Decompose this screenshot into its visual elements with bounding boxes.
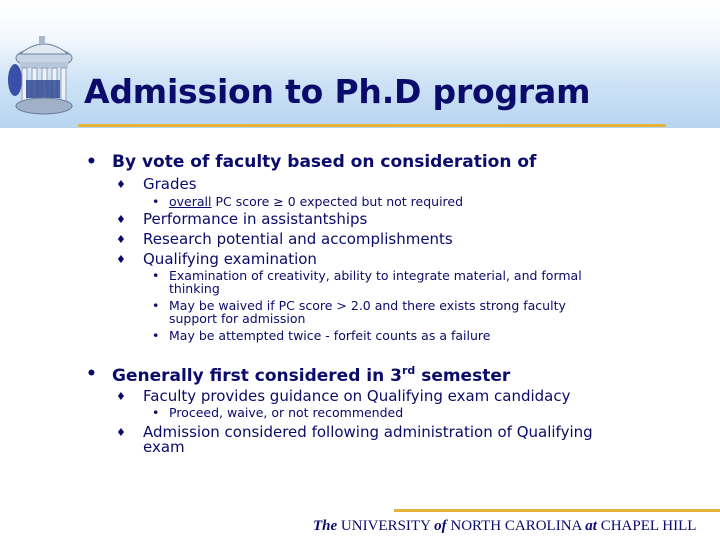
- diamond-bullet-icon: ♦: [116, 233, 126, 246]
- bullet-dot-icon: •: [86, 364, 97, 384]
- bullet-dot-icon: •: [86, 152, 97, 172]
- bullet-dot-icon: •: [152, 328, 160, 343]
- bullet-dot-icon: •: [152, 298, 160, 313]
- footer-university-name: The UNIVERSITY of NORTH CAROLINA at CHAPEL HILL: [313, 518, 697, 534]
- slide-title: Admission to Ph.D program: [84, 72, 591, 111]
- title-underline: [78, 124, 666, 127]
- footer-rule: [394, 509, 720, 512]
- diamond-bullet-icon: ♦: [116, 253, 126, 266]
- old-well-logo-icon: [6, 36, 78, 120]
- bullet-dot-icon: •: [152, 405, 160, 420]
- diamond-bullet-icon: ♦: [116, 213, 126, 226]
- bullet-dot-icon: •: [152, 194, 160, 209]
- diamond-bullet-icon: ♦: [116, 390, 126, 403]
- diamond-bullet-icon: ♦: [116, 178, 126, 191]
- bullet-dot-icon: •: [152, 268, 160, 283]
- diamond-bullet-icon: ♦: [116, 426, 126, 439]
